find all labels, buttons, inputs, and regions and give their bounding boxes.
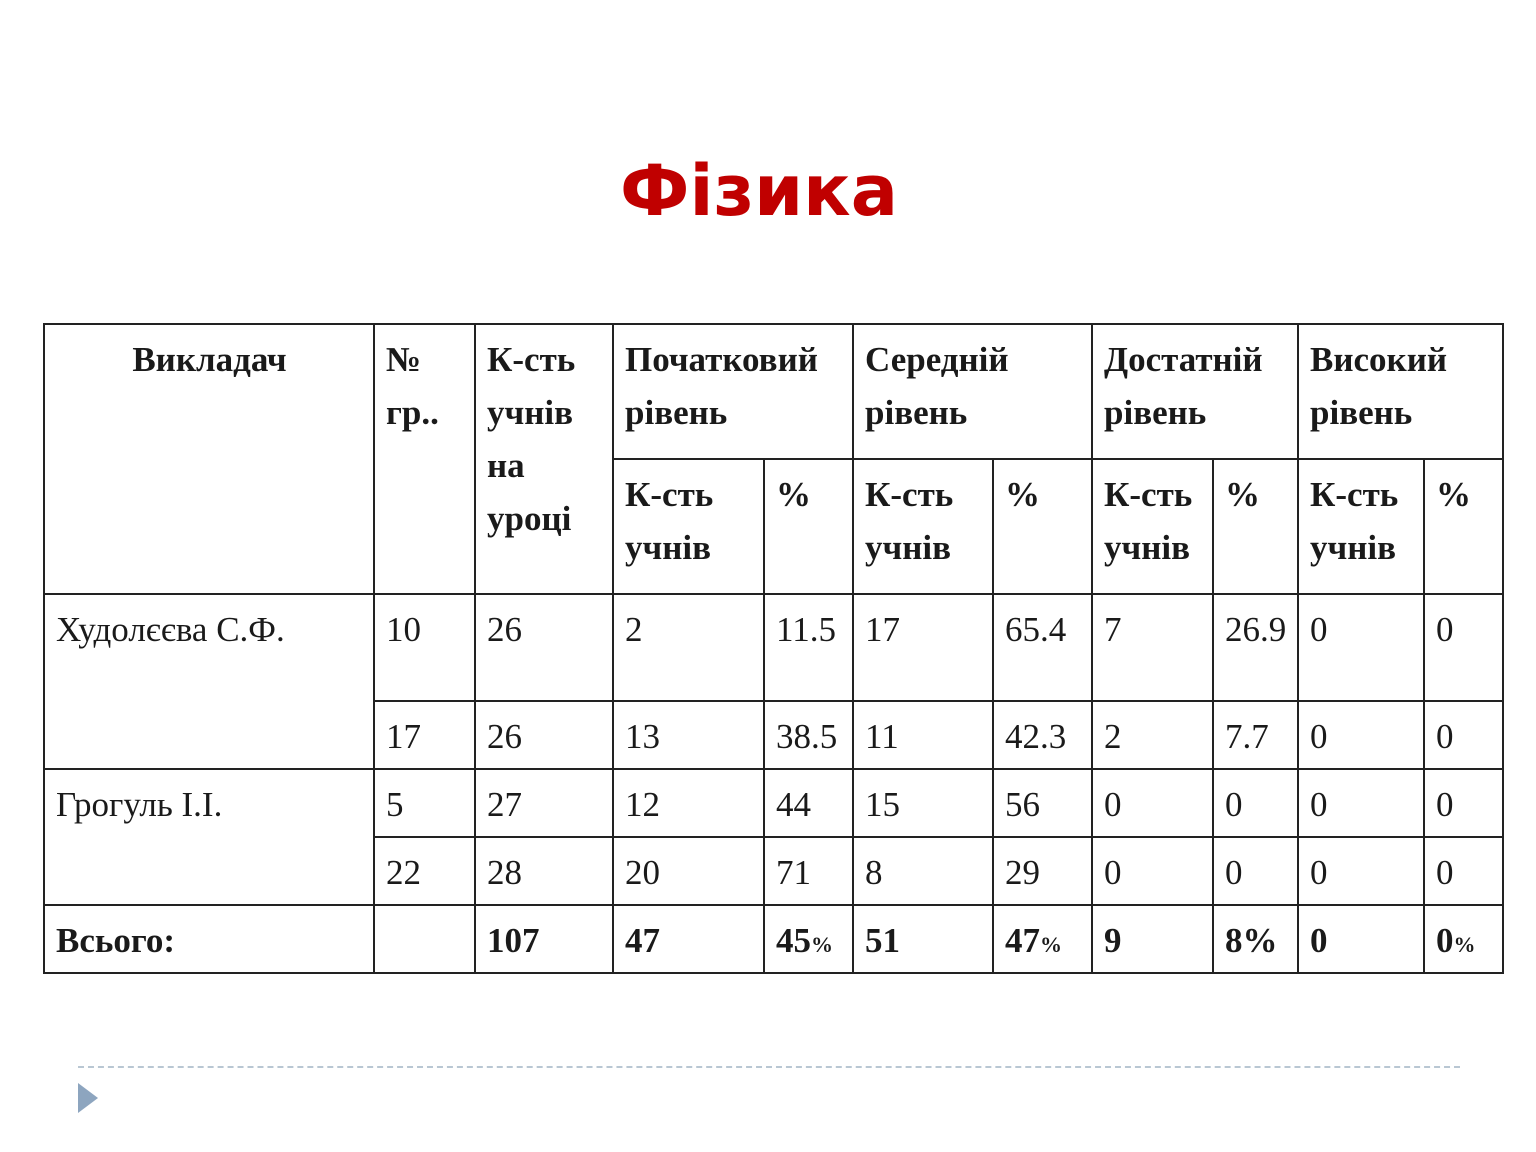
value-cell: 38.5 — [764, 701, 853, 769]
header-count: К-сть учнів — [613, 459, 764, 594]
value-cell: 20 — [613, 837, 764, 905]
header-teacher: Викладач — [44, 324, 374, 594]
total-initial-percent-value: 45 — [776, 921, 811, 960]
students-cell: 26 — [475, 701, 613, 769]
value-cell: 71 — [764, 837, 853, 905]
total-sufficient-percent: 8% — [1213, 905, 1298, 973]
total-initial-percent — [764, 905, 853, 973]
value-cell: 0 — [1298, 701, 1424, 769]
total-group-cell — [374, 905, 475, 973]
value-cell: 12 — [613, 769, 764, 837]
group-cell: 5 — [374, 769, 475, 837]
header-students: К-сть учнів на уроці — [475, 324, 613, 594]
value-cell: 0 — [1092, 837, 1213, 905]
value-cell: 0 — [1298, 769, 1424, 837]
total-initial-count: 47 — [613, 905, 764, 973]
header-level-high: Високий рівень — [1298, 324, 1503, 459]
students-cell: 27 — [475, 769, 613, 837]
header-level-initial: Початковий рівень — [613, 324, 853, 459]
students-cell: 26 — [475, 594, 613, 701]
group-cell: 22 — [374, 837, 475, 905]
value-cell: 0 — [1213, 769, 1298, 837]
teacher-cell: Худолєєва С.Ф. — [44, 594, 374, 769]
table-row — [44, 769, 1503, 837]
total-sufficient-count: 9 — [1092, 905, 1213, 973]
total-students: 107 — [475, 905, 613, 973]
value-cell: 0 — [1424, 594, 1503, 701]
header-group: № гр.. — [374, 324, 475, 594]
header-percent: % — [764, 459, 853, 594]
value-cell: 11 — [853, 701, 993, 769]
table-row — [44, 594, 1503, 701]
students-cell: 28 — [475, 837, 613, 905]
total-high-percent-value: 0 — [1436, 921, 1454, 960]
total-average-count: 51 — [853, 905, 993, 973]
results-table — [43, 323, 1504, 974]
total-high-count: 0 — [1298, 905, 1424, 973]
header-percent: % — [993, 459, 1092, 594]
value-cell: 0 — [1213, 837, 1298, 905]
header-count: К-сть учнів — [1092, 459, 1213, 594]
play-arrow-icon — [78, 1083, 98, 1113]
value-cell: 26.9 — [1213, 594, 1298, 701]
value-cell: 11.5 — [764, 594, 853, 701]
slide-title: Фізика — [620, 150, 898, 232]
value-cell: 7 — [1092, 594, 1213, 701]
value-cell: 0 — [1092, 769, 1213, 837]
value-cell: 2 — [1092, 701, 1213, 769]
header-percent: % — [1424, 459, 1503, 594]
header-level-sufficient: Достатній рівень — [1092, 324, 1298, 459]
header-count: К-сть учнів — [853, 459, 993, 594]
value-cell: 0 — [1298, 837, 1424, 905]
group-cell: 17 — [374, 701, 475, 769]
value-cell: 8 — [853, 837, 993, 905]
value-cell: 65.4 — [993, 594, 1092, 701]
teacher-cell: Грогуль І.І. — [44, 769, 374, 905]
header-level-average: Середній рівень — [853, 324, 1092, 459]
footer-divider — [78, 1066, 1460, 1068]
header-row-levels — [44, 324, 1503, 459]
value-cell: 15 — [853, 769, 993, 837]
value-cell: 0 — [1424, 837, 1503, 905]
value-cell: 0 — [1424, 769, 1503, 837]
total-row — [44, 905, 1503, 973]
value-cell: 2 — [613, 594, 764, 701]
value-cell: 0 — [1424, 701, 1503, 769]
value-cell: 29 — [993, 837, 1092, 905]
group-cell: 10 — [374, 594, 475, 701]
value-cell: 17 — [853, 594, 993, 701]
percent-sign: % — [1040, 932, 1062, 957]
total-average-percent-value: 47 — [1005, 921, 1040, 960]
percent-sign: % — [1453, 932, 1476, 957]
value-cell: 0 — [1298, 594, 1424, 701]
header-count: К-сть учнів — [1298, 459, 1424, 594]
value-cell: 7.7 — [1213, 701, 1298, 769]
total-label: Всього: — [44, 905, 374, 973]
percent-sign: % — [811, 932, 833, 957]
total-average-percent — [993, 905, 1092, 973]
value-cell: 13 — [613, 701, 764, 769]
header-percent: % — [1213, 459, 1298, 594]
value-cell: 56 — [993, 769, 1092, 837]
total-high-percent — [1424, 905, 1503, 973]
value-cell: 42.3 — [993, 701, 1092, 769]
value-cell: 44 — [764, 769, 853, 837]
